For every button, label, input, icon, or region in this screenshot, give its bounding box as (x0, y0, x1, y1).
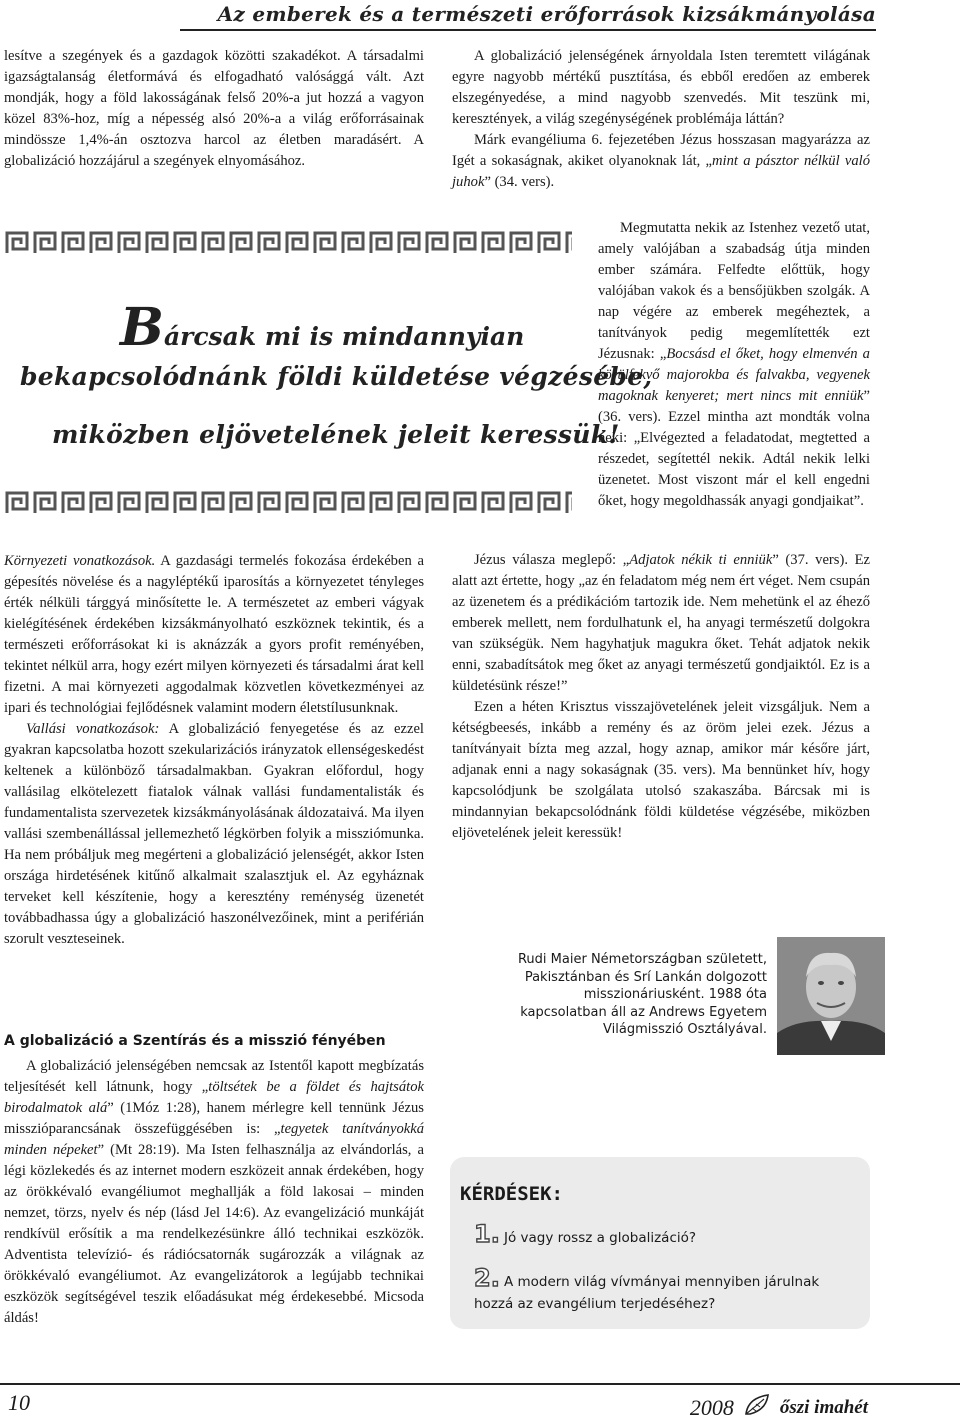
scripture-paragraph: A globalizáció jelenségében nemcsak az Istentől kapott megbízatás teljesítését kell látnunk, hogy „töltsétek be a földet és hajtsátok birodalmatok alá” (1Móz 1:28), hanem mérlegre kell tennünk Jézus misszióparancsának összefüggésében is: „tegyetek tanítványokká minden népeket” (Mt 28:19). Ma Isten felhasználja az elvándorlás, a légi közlekedés és az internet modern eszközeit annak érdekében, hogy az örökkévaló evangéliumot meghallják a föld lakosai – minden nemzet, törzs, nyelv és nép (lásd Jel 14:6). Az evangelizáció munkáját rendkívül erősítik a ma rendelkezésünkre álló technikai eszközök. Adventista televízió- és rádiócsatornák sugározzák a világnak az örökkévaló evangéliumot. Az evangelizátorok a legújabb technikai eszközök segítségével teszik előadásukat még érdekesebbé. Micsoda áldás! (4, 1058, 424, 1326)
author-photo (777, 937, 885, 1055)
questions-title: KÉRDÉSEK: (460, 1183, 563, 1205)
right-middle-text (452, 550, 870, 844)
header-rule (180, 29, 876, 31)
intro-paragraph: lesítve a szegények és a gazdagok közötti szakadékot. A társadalmi igazságtalanság életformává és elfogadható valósággá vált. Azt mondják, hogy a föld lakosságának felső 20%-a jut hozzá a vagyon közel 83%-hoz, míg a népesség alsó 20%-a a világ erőforrásainak mindössze 1,4%-án osztozva harcol az életben maradásért. A globalizáció hozzájárul a szegények elnyomásához. (4, 48, 424, 169)
religion-paragraph: Vallási vonatkozások: A globalizáció fenyegetése és az ezzel gyakran kapcsolatba hozott szekularizációs irányzatok ellenségeskedést keltenek a különböző társadalmakban. Gyakran előfordul, hogy vallásilag elkötelezett fiatalok válnak vallási fundamentalisták és fundamentalista szervezetek kizsákmányolásának áldozataivá. Ma ilyen vallási szembenállással jellemezhető légkörben folyik a missziómunka. Ha nem próbáljuk meg megérteni a globalizáció jelenségét, akkor Isten országa hirdetésének kitűnő alkalmait szalasztjuk el. Az egyháznak terveket kell készítenie, hogy a keresztény reménység üzenetét továbbadhassa úgy a globalizáció haszonélvezőinek, mint a periférián szorult veszteseinek. (4, 721, 424, 947)
leaf-icon (742, 1392, 772, 1424)
author-bio: Rudi Maier Németországban született, Pakisztánban és Srí Lankán dolgozott misszionáriusként. 1988 óta kapcsolatban áll az Andrews Egyetem Világmisszió Osztályával. (517, 952, 767, 1037)
question-number: 1. (474, 1220, 500, 1248)
question-1 (474, 1220, 854, 1249)
right-paragraph-2: Márk evangéliuma 6. fejezetében Jézus hosszasan magyarázza az Igét a sokaságnak, akiket olyanoknak lát, „mint a pásztor nélkül való juhok” (34. vers). (452, 132, 870, 190)
question-text: Jó vagy rossz a globalizáció? (504, 1230, 697, 1246)
footer-brand (690, 1392, 868, 1424)
question-number: 2. (474, 1264, 500, 1292)
section-heading: A globalizáció a Szentírás és a misszió fényében (4, 1033, 386, 1049)
page-header (0, 0, 960, 36)
greek-key-border-top (4, 228, 572, 258)
right-paragraph-5: Ezen a héten Krisztus visszajövetelének jeleit vizsgáljuk. Nem a kétségbeesés, inkább a remény és az öröm jelei ezek. Jézus a tanítványait bízta meg azzal, hogy aznap, amikor már későre járt, adjanak enni a nagy sokaságnak (35. vers). Ma bennünket hív, hogy kapcsolódjunk be szolgálata utolsó szakaszába. Bárcsak mi is mindannyian bekapcsolódnánk földi küldetése végzésébe, miközben eljövetelének jeleit keressük! (452, 699, 870, 841)
right-paragraph-3: Megmutatta nekik az Istenhez vezető utat, amely valójában a szabadság útja minden ember számára. Felfedte előttük, hogy valójában vakok és a bensőjükben szolgák. A nap végére az emberek megéheztek, a tanítványok pedig megemlítették ezt Jézusnak: „Bocsásd el őket, hogy elmenvén a körülfekvő majorokba és falvakba, vegyenek magoknak kenyeret; mert nincs mit enniük” (36. vers). Ezzel mintha azt mondták volna neki: „Elvégezted a feladatodat, megtetted a részedet, segítettél nekik. Adtál nekik lelki üzenetet. Most viszont már el kell engedni őket, hogy megoldhassák anyagi gondjaikat”. (598, 220, 870, 509)
running-title: Az emberek és a természeti erőforrások kizsákmányolása (217, 2, 876, 26)
scripture-section (4, 1031, 424, 1329)
questions-box (450, 1157, 870, 1329)
footer-year: 2008 (689, 1395, 734, 1420)
pull-quote-line-3: miközben eljövetelének jeleit keressük! (52, 420, 620, 449)
footer-magazine: őszi imahét (779, 1397, 868, 1418)
right-paragraph-4: Jézus válasza meglepő: „Adjatok nékik ti enniük” (37. vers). Ez alatt azt értette, hogy „az én feladatom még nem ért véget. Nem csupán az üzenetem és a prédikációm tartozik ide. Nem mehetünk el az éhező emberek mellett, nem fordulhatunk el, ha anyagi természetű dolgokra van szükségük. Nem hagyhatjuk magukra őket. Tehát adjatok nekik enni, szabadítsátok meg őket az anyagi természetű gondjaiktól. Ez is a küldetésünk része!” (452, 552, 870, 694)
right-top-text (452, 46, 870, 193)
drop-cap: B (120, 297, 164, 358)
environment-paragraph: Környezeti vonatkozások. A gazdasági termelés fokozása érdekében a gépesítés növelése és a nagyléptékű iparosítás a környezetet tényleges érték nélküli tárggyá minősítette le. A természetet az emberi vágyak kielégítésének érdekében kizsákmányolható eszköznek tekintik, és a természeti erőforrásokat ki is aknázzák a gyors profit reményében, tekintet nélkül arra, hogy ezért milyen környezeti és társadalmi árat kell fizetni. A mai környezeti aggodalmak közvetlen következményei az ipari és technológiai fejlődésnek valamint modern életstílusunknak. (4, 553, 424, 716)
pull-quote-line-2: bekapcsolódnánk földi küldetése végzésébe, (20, 362, 653, 391)
right-paragraph-1: A globalizáció jelenségének árnyoldala Isten teremtett világának egyre nagyobb mértékű pusztítása, és ebből eredően az emberek elszegényedése, a mind nagyobb szenvedés. Mit teszünk mi, keresztények, a világ szegénységének problémája láttán? (452, 48, 870, 127)
pull-quote-line-1: Bárcsak mi is mindannyian (120, 297, 525, 358)
left-middle-text (4, 551, 424, 950)
question-2 (474, 1264, 854, 1315)
right-narrow-text (598, 218, 870, 512)
question-text: A modern világ vívmányai mennyiben járulnak hozzá az evangélium terjedéséhez? (474, 1274, 820, 1312)
footer-rule (0, 1383, 960, 1385)
left-intro-text (4, 46, 424, 172)
greek-key-border-bottom (4, 488, 572, 518)
page-number: 10 (8, 1390, 30, 1415)
